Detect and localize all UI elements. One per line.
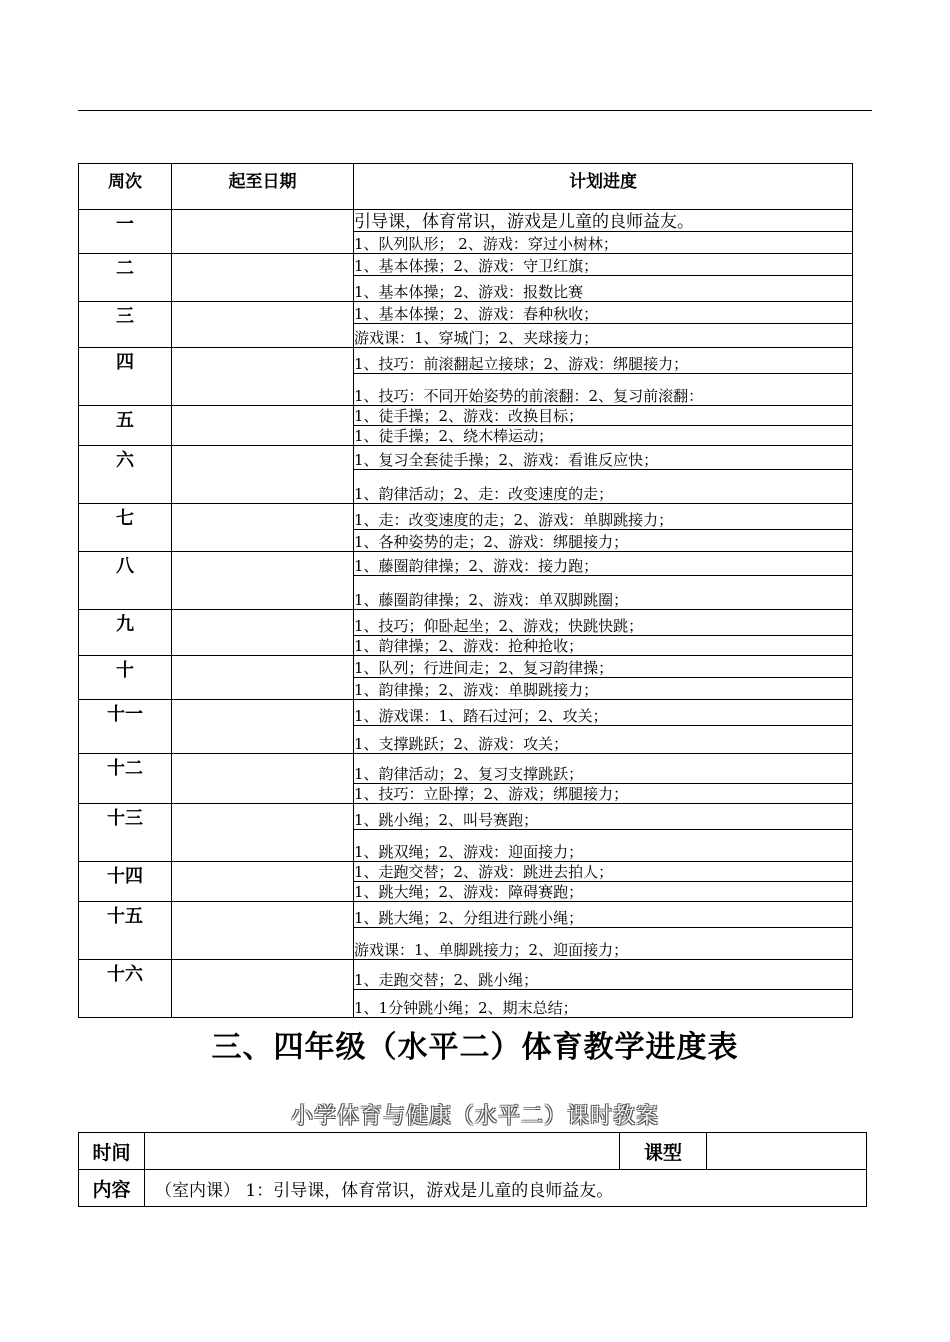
date-range-cell[interactable] <box>172 348 354 406</box>
plan-line: 1、支撑跳跃；2、游戏：攻关； <box>354 726 853 754</box>
week-number: 二 <box>79 254 172 302</box>
table-row <box>79 862 853 882</box>
date-range-cell[interactable] <box>172 960 354 1018</box>
week-number: 六 <box>79 446 172 504</box>
date-range-cell[interactable] <box>172 552 354 610</box>
table-row <box>79 754 853 784</box>
plan-line: 1、走跑交替；2、跳小绳； <box>354 960 853 990</box>
table-header-row <box>79 164 853 210</box>
plan-line: 引导课，体育常识，游戏是儿童的良师益友。 <box>354 210 853 232</box>
week-number: 十四 <box>79 862 172 902</box>
plan-line: 1、藤圈韵律操；2、游戏：接力跑； <box>354 552 853 576</box>
dates-header: 起至日期 <box>172 164 354 210</box>
lesson-table <box>78 1132 867 1207</box>
plan-line: 1、各种姿势的走；2、游戏：绑腿接力； <box>354 530 853 552</box>
week-number: 八 <box>79 552 172 610</box>
plan-line: 1、走跑交替；2、游戏：跳进去拍人； <box>354 862 853 882</box>
plan-line: 1、基本体操；2、游戏：报数比赛 <box>354 276 853 302</box>
table-row <box>79 960 853 990</box>
plan-line: 1、跳大绳；2、分组进行跳小绳； <box>354 902 853 928</box>
week-number: 七 <box>79 504 172 552</box>
plan-line: 1、走：改变速度的走；2、游戏：单脚跳接力； <box>354 504 853 530</box>
plan-line: 1、徒手操；2、绕木棒运动； <box>354 426 853 446</box>
plan-line: 1、韵律活动；2、复习支撑跳跃； <box>354 754 853 784</box>
progress-table <box>78 163 853 1018</box>
date-range-cell[interactable] <box>172 862 354 902</box>
date-range-cell[interactable] <box>172 902 354 960</box>
plan-line: 1、队列；行进间走；2、复习韵律操； <box>354 656 853 678</box>
week-number: 十二 <box>79 754 172 804</box>
header-rule <box>78 110 872 111</box>
table-row <box>79 348 853 374</box>
plan-line: 1、技巧：立卧撑；2、游戏；绑腿接力； <box>354 784 853 804</box>
date-range-cell[interactable] <box>172 406 354 446</box>
date-range-cell[interactable] <box>172 804 354 862</box>
week-number: 一 <box>79 210 172 254</box>
content-value: （室内课） 1：引导课，体育常识，游戏是儿童的良师益友。 <box>145 1170 867 1207</box>
table-row <box>79 446 853 470</box>
time-label: 时间 <box>79 1133 145 1170</box>
date-range-cell[interactable] <box>172 504 354 552</box>
table-row <box>79 610 853 636</box>
plan-line: 1、技巧；仰卧起坐；2、游戏；快跳快跳； <box>354 610 853 636</box>
week-number: 四 <box>79 348 172 406</box>
week-number: 三 <box>79 302 172 348</box>
table-row <box>79 700 853 726</box>
plan-line: 1、韵律活动；2、走：改变速度的走； <box>354 470 853 504</box>
table-row <box>79 804 853 830</box>
date-range-cell[interactable] <box>172 446 354 504</box>
table-row <box>79 902 853 928</box>
date-range-cell[interactable] <box>172 700 354 754</box>
type-label: 课型 <box>620 1133 707 1170</box>
plan-line: 1、技巧：前滚翻起立接球；2、游戏：绑腿接力； <box>354 348 853 374</box>
content-label: 内容 <box>79 1170 145 1207</box>
table-row <box>79 254 853 276</box>
plan-line: 1、徒手操；2、游戏：改换目标； <box>354 406 853 426</box>
date-range-cell[interactable] <box>172 210 354 254</box>
time-value[interactable] <box>145 1133 620 1170</box>
date-range-cell[interactable] <box>172 754 354 804</box>
week-number: 十三 <box>79 804 172 862</box>
plan-line: 1、跳大绳；2、游戏：障碍赛跑； <box>354 882 853 902</box>
plan-line: 1、韵律操；2、游戏：抢种抢收； <box>354 636 853 656</box>
week-number: 九 <box>79 610 172 656</box>
table-row <box>79 656 853 678</box>
table-row <box>79 552 853 576</box>
table-row <box>79 210 853 232</box>
lesson-row-content <box>79 1170 867 1207</box>
week-number: 十六 <box>79 960 172 1018</box>
type-value[interactable] <box>707 1133 867 1170</box>
plan-header: 计划进度 <box>354 164 853 210</box>
table-row <box>79 504 853 530</box>
date-range-cell[interactable] <box>172 610 354 656</box>
plan-line: 1、基本体操；2、游戏：春种秋收； <box>354 302 853 324</box>
plan-line: 1、复习全套徒手操；2、游戏：看谁反应快； <box>354 446 853 470</box>
plan-line: 1、藤圈韵律操；2、游戏：单双脚跳圈； <box>354 576 853 610</box>
table-body <box>79 210 853 1018</box>
week-number: 五 <box>79 406 172 446</box>
plan-line: 游戏课：1、穿城门；2、夹球接力； <box>354 324 853 348</box>
plan-line: 1、游戏课：1、踏石过河；2、攻关； <box>354 700 853 726</box>
week-number: 十五 <box>79 902 172 960</box>
week-number: 十一 <box>79 700 172 754</box>
date-range-cell[interactable] <box>172 254 354 302</box>
table-row <box>79 302 853 324</box>
lesson-row-time <box>79 1133 867 1170</box>
lesson-plan-title: 小学体育与健康（水平二）课时教案 <box>290 1104 659 1129</box>
plan-line: 1、韵律操；2、游戏：单脚跳接力； <box>354 678 853 700</box>
plan-line: 1、跳小绳；2、叫号赛跑； <box>354 804 853 830</box>
date-range-cell[interactable] <box>172 656 354 700</box>
week-header: 周次 <box>79 164 172 210</box>
page-heading: 三、四年级（水平二）体育教学进度表 <box>211 1030 739 1065</box>
table-row <box>79 406 853 426</box>
date-range-cell[interactable] <box>172 302 354 348</box>
week-number: 十 <box>79 656 172 700</box>
plan-line: 1、1分钟跳小绳；2、期末总结； <box>354 990 853 1018</box>
plan-line: 游戏课：1、单脚跳接力；2、迎面接力； <box>354 928 853 960</box>
plan-line: 1、基本体操；2、游戏：守卫红旗； <box>354 254 853 276</box>
plan-line: 1、跳双绳；2、游戏：迎面接力； <box>354 830 853 862</box>
plan-line: 1、技巧：不同开始姿势的前滚翻：2、复习前滚翻： <box>354 374 853 406</box>
plan-line: 1、队列队形； 2、游戏：穿过小树林； <box>354 232 853 254</box>
